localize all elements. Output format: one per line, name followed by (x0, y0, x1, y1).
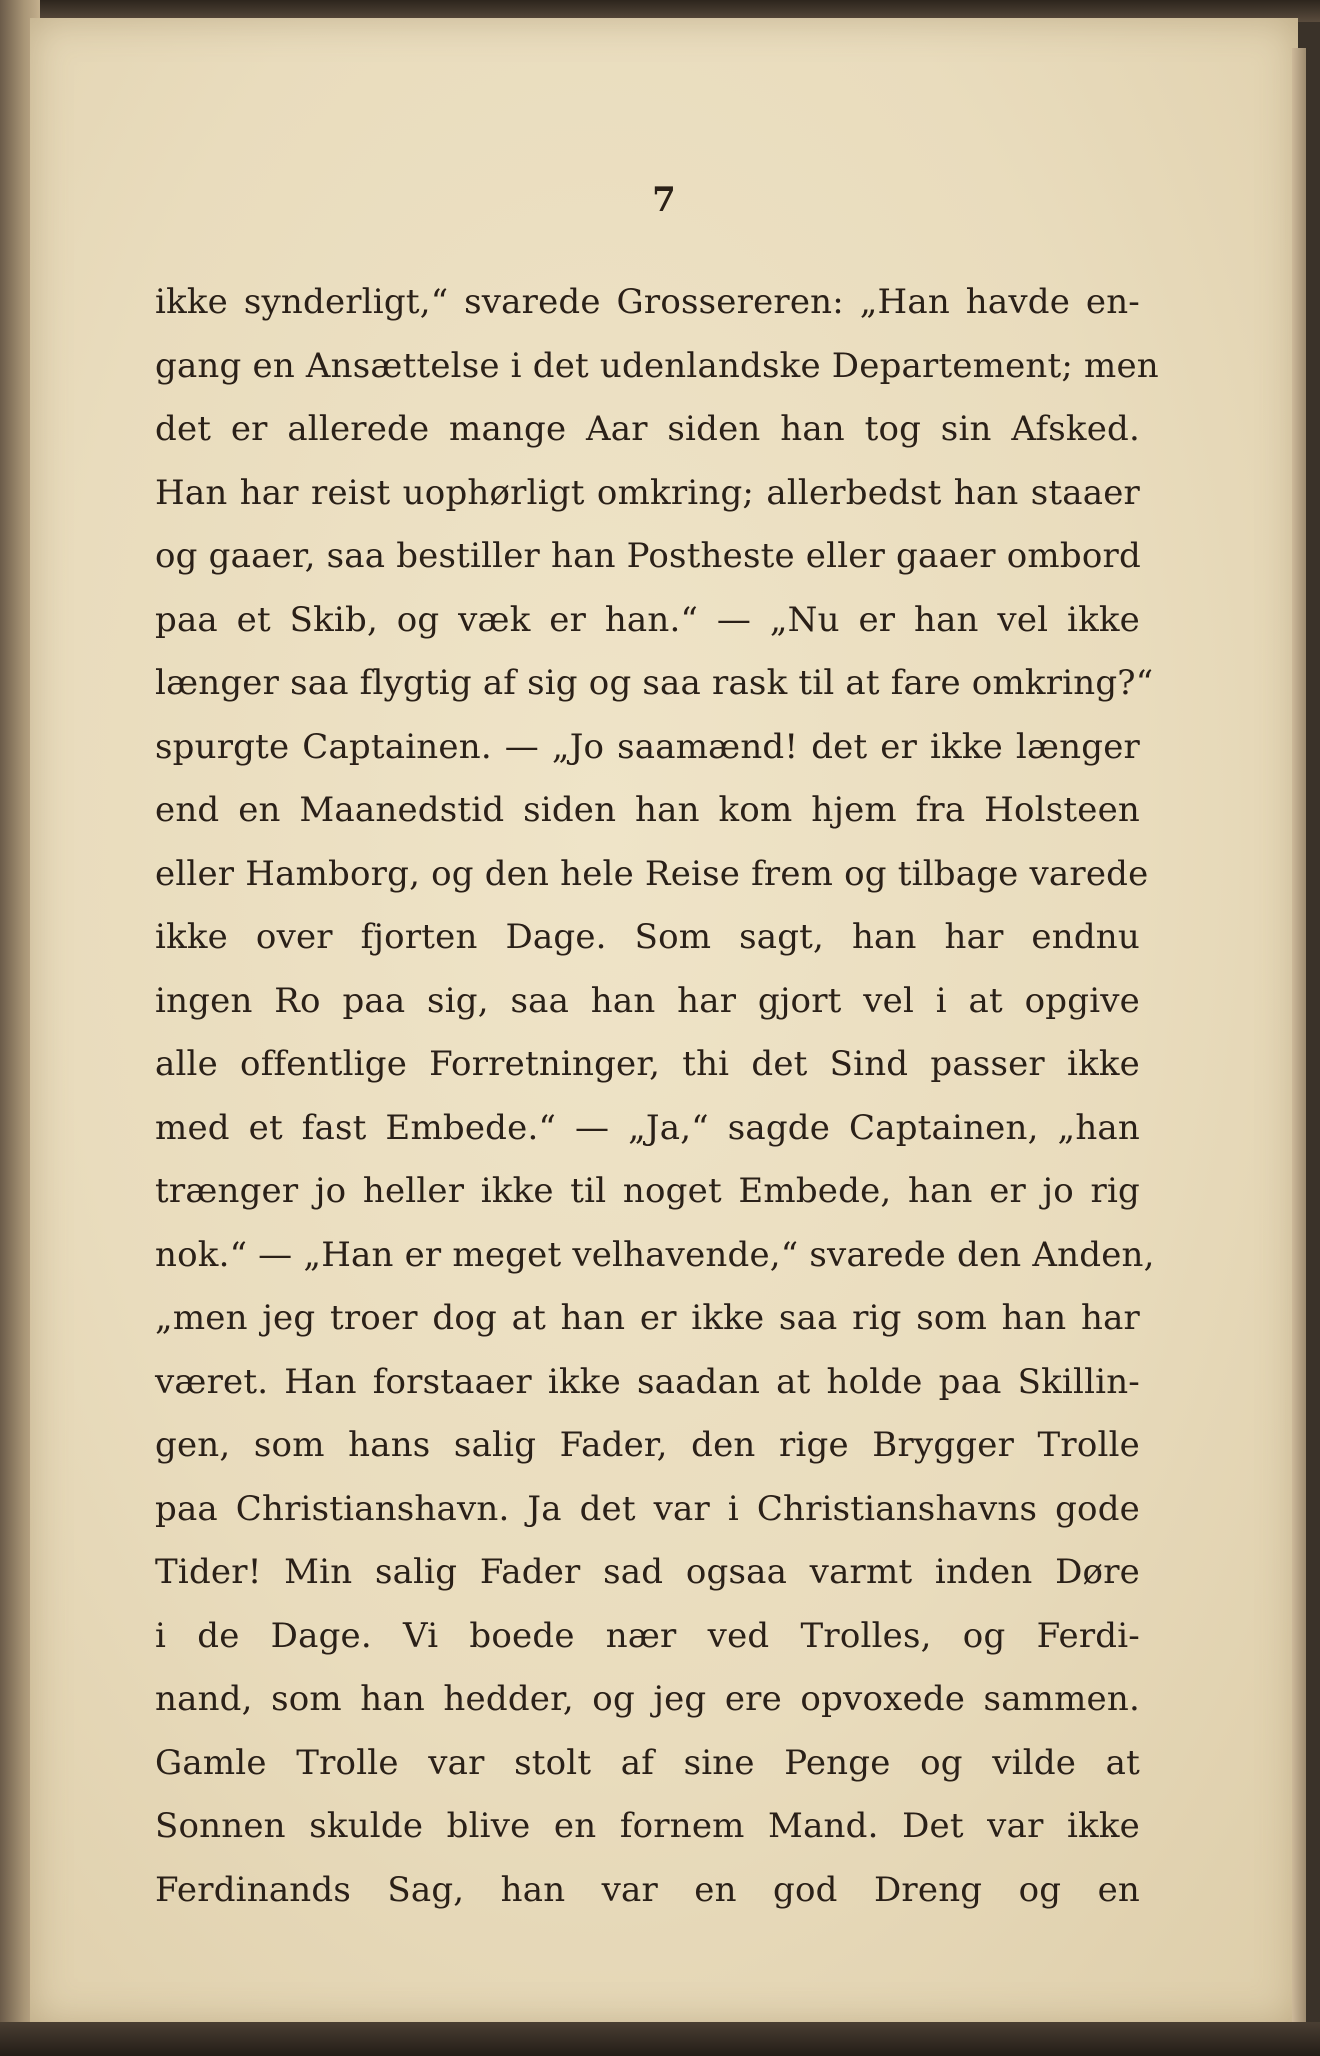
text-line-3: det er allerede mange Aar siden han tog sin Afsked. (155, 409, 1140, 449)
paper-page (30, 18, 1298, 2026)
text-line-23: nand, som han hedder, og jeg ere opvoxede sammen. (155, 1679, 1140, 1719)
text-line-21: Tider! Min salig Fader sad ogsaa varmt inden Døre (155, 1552, 1140, 1592)
text-line-2: gang en Ansættelse i det udenlandske Departement; men (155, 345, 1159, 386)
text-line-10: eller Hamborg, og den hele Reise frem og tilbage varede (155, 853, 1149, 894)
page-number: 7 (652, 180, 676, 220)
text-line-5: og gaaer, saa bestiller han Postheste eller gaaer ombord (155, 536, 1141, 576)
text-line-11: ikke over fjorten Dage. Som sagt, han har endnu (155, 917, 1140, 957)
text-line-17: „men jeg troer dog at han er ikke saa rig som han har (155, 1298, 1140, 1338)
book-bottom-edge (0, 2022, 1320, 2056)
text-line-20: paa Christianshavn. Ja det var i Christianshavns gode (155, 1488, 1140, 1529)
text-line-1: ikke synderligt,“ svarede Grossereren: „Han havde en‐ (155, 282, 1140, 322)
text-line-18: været. Han forstaaer ikke saadan at holde paa Skillin‐ (155, 1361, 1140, 1402)
text-line-12: ingen Ro paa sig, saa han har gjort vel i at opgive (155, 980, 1140, 1021)
page-right-edge (1292, 48, 1306, 2038)
text-line-6: paa et Skib, og væk er han.“ — „Nu er han vel ikke (155, 599, 1140, 640)
body-text (155, 271, 1159, 1922)
text-line-14: med et fast Embede.“ — „Ja,“ sagde Captainen, „han (155, 1107, 1140, 1148)
text-line-26: Ferdinands Sag, han var en god Dreng og en (155, 1869, 1140, 1910)
text-line-9: end en Maanedstid siden han kom hjem fra Holsteen (155, 790, 1140, 830)
text-line-19: gen, som hans salig Fader, den rige Brygger Trolle (155, 1425, 1140, 1465)
text-line-13: alle offentlige Forretninger, thi det Sind passer ikke (155, 1044, 1140, 1084)
text-line-8: spurgte Captainen. — „Jo saamænd! det er ikke længer (155, 726, 1140, 767)
text-line-16: nok.“ — „Han er meget velhavende,“ svarede den Anden, (155, 1234, 1155, 1275)
text-line-25: Sonnen skulde blive en fornem Mand. Det var ikke (155, 1806, 1140, 1846)
text-line-24: Gamle Trolle var stolt af sine Penge og vilde at (155, 1742, 1140, 1783)
text-line-15: trænger jo heller ikke til noget Embede, han er jo rig (155, 1171, 1140, 1211)
text-line-7: længer saa flygtig af sig og saa rask til at fare omkring?“ (155, 663, 1154, 703)
text-line-22: i de Dage. Vi boede nær ved Trolles, og Ferdi‐ (155, 1615, 1140, 1656)
text-line-4: Han har reist uophørligt omkring; allerbedst han staaer (155, 472, 1140, 513)
